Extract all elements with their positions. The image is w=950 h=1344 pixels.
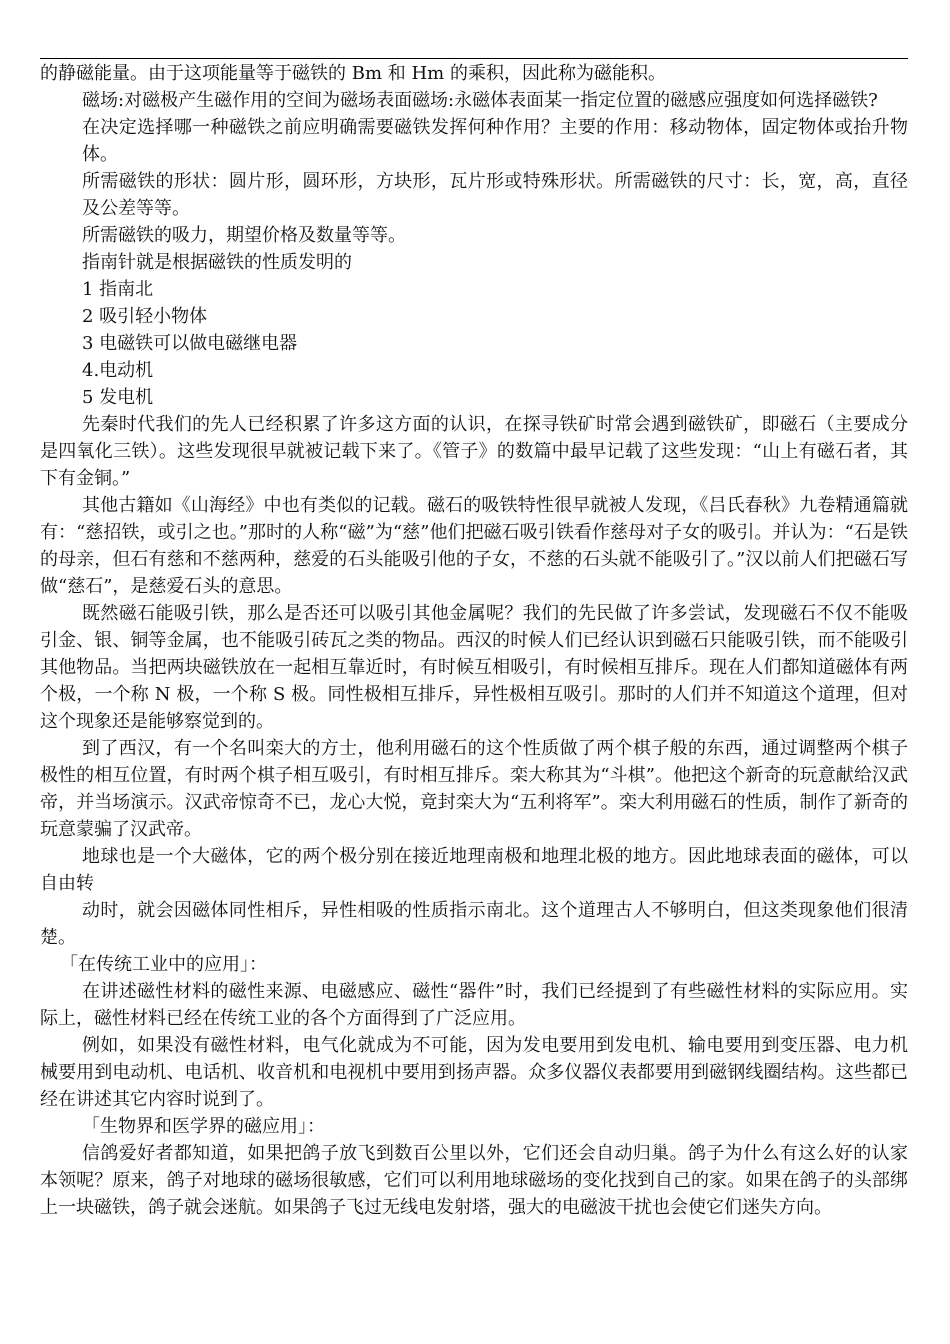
paragraph: 其他古籍如《山海经》中也有类似的记载。磁石的吸铁特性很早就被人发现，《吕氏春秋》九卷精通篇就有：“慈招铁，或引之也。”那时的人称“磁”为“慈”他们把磁石吸引铁看作慈母对子女的吸引。并认为：“石是铁的母亲，但石有慈和不慈两种，慈爱的石头能吸引他的子女，不慈的石头就不能吸引了。”汉以前人们把磁石写做“慈石”，是慈爱石头的意思。 — [40, 495, 908, 597]
header-rule — [40, 58, 908, 59]
paragraph: 地球也是一个大磁体，它的两个极分别在接近地理南极和地理北极的地方。因此地球表面的磁体，可以自由转 — [40, 846, 908, 894]
paragraph: 在讲述磁性材料的磁性来源、电磁感应、磁性“器件”时，我们已经提到了有些磁性材料的实际应用。实际上，磁性材料已经在传统工业的各个方面得到了广泛应用。 — [40, 981, 908, 1029]
list-item: 1 指南北 — [82, 279, 154, 300]
paragraph: 所需磁铁的形状：圆片形，圆环形，方块形，瓦片形或特殊形状。所需磁铁的尺寸：长，宽，高，直径及公差等等。 — [82, 171, 908, 219]
paragraph: 信鸽爱好者都知道，如果把鸽子放飞到数百公里以外，它们还会自动归巢。鸽子为什么有这么好的认家本领呢？原来，鸽子对地球的磁场很敏感，它们可以利用地球磁场的变化找到自己的家。如果在鸽子的头部绑上一块磁铁，鸽子就会迷航。如果鸽子飞过无线电发射塔，强大的电磁波干扰也会使它们迷失方向。 — [40, 1143, 908, 1218]
paragraph: 所需磁铁的吸力，期望价格及数量等等。 — [82, 225, 406, 246]
list-item: 2 吸引轻小物体 — [82, 306, 208, 327]
paragraph: 到了西汉，有一个名叫栾大的方士，他利用磁石的这个性质做了两个棋子般的东西，通过调整两个棋子极性的相互位置，有时两个棋子相互吸引，有时相互排斥。栾大称其为“斗棋”。他把这个新奇的玩意献给汉武帝，并当场演示。汉武帝惊奇不已，龙心大悦，竟封栾大为“五利将军”。栾大利用磁石的性质，制作了新奇的玩意蒙骗了汉武帝。 — [40, 738, 908, 840]
paragraph: 先秦时代我们的先人已经积累了许多这方面的认识，在探寻铁矿时常会遇到磁铁矿，即磁石（主要成分是四氧化三铁）。这些发现很早就被记载下来了。《管子》的数篇中最早记载了这些发现：“山上有磁石者，其下有金铜。” — [40, 414, 908, 489]
paragraph: 动时，就会因磁体同性相斥，异性相吸的性质指示南北。这个道理古人不够明白，但这类现象他们很清楚。 — [40, 900, 908, 948]
list-item: 3 电磁铁可以做电磁继电器 — [82, 333, 298, 354]
list-item: 5 发电机 — [82, 387, 154, 408]
paragraph: 既然磁石能吸引铁，那么是否还可以吸引其他金属呢？我们的先民做了许多尝试，发现磁石不仅不能吸引金、银、铜等金属，也不能吸引砖瓦之类的物品。西汉的时候人们已经认识到磁石只能吸引铁，而不能吸引其他物品。当把两块磁铁放在一起相互靠近时，有时候互相吸引，有时候相互排斥。现在人们都知道磁体有两个极，一个称 N 极，一个称 S 极。同性极相互排斥，异性极相互吸引。那时的人们并不知道这个道理，但对这个现象还是能够察觉到的。 — [40, 603, 908, 732]
list-item: 4.电动机 — [82, 360, 154, 381]
paragraph: 例如，如果没有磁性材料，电气化就成为不可能，因为发电要用到发电机、输电要用到变压器、电力机械要用到电动机、电话机、收音机和电视机中要用到扬声器。众多仪器仪表都要用到磁钢线圈结构。这些都已经在讲述其它内容时说到了。 — [40, 1035, 908, 1110]
paragraph: 的静磁能量。由于这项能量等于磁铁的 Bm 和 Hm 的乘积，因此称为磁能积。 — [40, 63, 666, 84]
document-page — [40, 0, 908, 1344]
paragraph: 磁场:对磁极产生磁作用的空间为磁场表面磁场:永磁体表面某一指定位置的磁感应强度如何选择磁铁? — [82, 90, 878, 111]
section-heading: 「在传统工业中的应用」： — [60, 954, 267, 975]
paragraph: 指南针就是根据磁铁的性质发明的 — [82, 252, 352, 273]
document-body — [40, 60, 908, 1221]
section-heading: 「生物界和医学界的磁应用」： — [82, 1116, 325, 1137]
paragraph: 在决定选择哪一种磁铁之前应明确需要磁铁发挥何种作用？主要的作用：移动物体，固定物体或抬升物体。 — [82, 117, 908, 165]
